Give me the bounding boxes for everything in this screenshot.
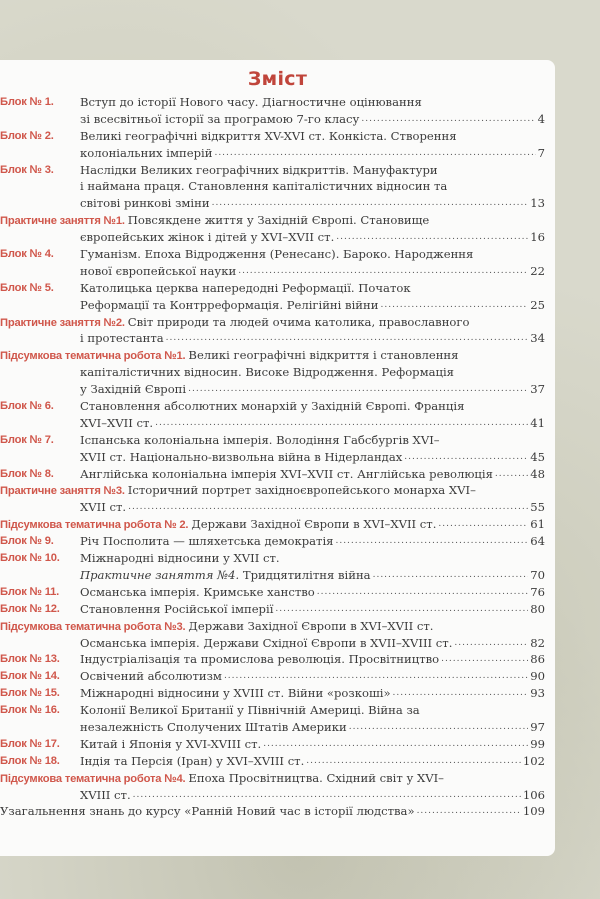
entry-label: Блок № 18. (0, 754, 60, 767)
page-number: 97 (530, 719, 545, 734)
page-number: 4 (537, 111, 545, 126)
entry-first-line (0, 212, 429, 230)
toc-summary-line[interactable] (0, 803, 545, 820)
entry-text: і протестанта (80, 331, 164, 346)
page-number: 102 (522, 753, 545, 768)
page-title: Зміст (247, 68, 308, 90)
entry-text: Міжнародні відносини у XVIII ст. Війни «розкоші» (80, 686, 391, 701)
entry-text: Католицька церква напередодні Реформації. Початок (80, 280, 411, 295)
entry-text: Міжнародні відносини у XVII ст. (80, 551, 280, 566)
entry-text: Держави Західної Європи в XVI–XVII ст. (191, 517, 437, 532)
sub-italic-label: Практичне заняття №4. (80, 567, 240, 582)
entry-label: Блок № 15. (0, 687, 60, 700)
entry-text: і наймана праця. Становлення капіталістичних відносин та (80, 179, 448, 194)
entry-row (80, 263, 545, 280)
entry-label: Блок № 13. (0, 653, 60, 666)
leader-dots (188, 381, 528, 398)
entry-text: Гуманізм. Епоха Відродження (Ренесанс). Бароко. Народження (80, 247, 474, 262)
toc-entry-line[interactable] (0, 178, 545, 195)
page-number: 76 (530, 584, 545, 599)
entry-text: капіталістичних відносин. Високе Відродження. Реформація (80, 365, 455, 380)
entry-sub-text (80, 567, 371, 584)
entry-text: Османська імперія. Держави Східної Європи в XVII–XVIII ст. (80, 635, 453, 650)
toc-entry-line[interactable] (0, 162, 545, 179)
entry-row (80, 787, 545, 804)
page-number: 13 (530, 196, 545, 211)
toc-entry-line[interactable] (0, 533, 545, 550)
toc-entry-line[interactable] (0, 364, 545, 381)
entry-row (80, 719, 545, 736)
table-of-contents (0, 94, 545, 820)
entry-text: XVIII ст. (80, 787, 131, 802)
page-number: 45 (530, 449, 545, 464)
entry-text: Річ Посполита — шляхетська демократія (80, 534, 334, 549)
leader-dots (417, 803, 521, 820)
entry-text: нової європейської науки (80, 263, 237, 278)
leader-dots (454, 635, 528, 652)
entry-text: Світ природи та людей очима католика, православного (127, 314, 470, 329)
entry-label: Блок № 16. (0, 704, 60, 717)
entry-text: XVII ст. Національно-визвольна війна в Нідерландах (80, 449, 403, 464)
entry-label: Блок № 12. (0, 602, 60, 615)
leader-dots (133, 787, 521, 804)
entry-row (80, 584, 545, 601)
entry-label: Блок № 6. (0, 400, 54, 413)
page-number: 86 (530, 652, 545, 667)
entry-text: Іспанська колоніальна імперія. Володіння Габсбургів XVI– (80, 432, 440, 447)
toc-entry-line[interactable] (0, 651, 545, 668)
leader-dots (317, 584, 528, 601)
page-number: 99 (530, 736, 545, 751)
leader-dots (335, 533, 528, 550)
page-number: 106 (522, 787, 545, 802)
toc-entry-line[interactable] (0, 212, 545, 229)
entry-text: XVI–XVII ст. (80, 415, 154, 430)
entry-label: Блок № 11. (0, 585, 60, 598)
entry-label: Блок № 1. (0, 96, 54, 108)
toc-entry-line[interactable] (0, 128, 545, 145)
toc-entry-line[interactable] (0, 601, 545, 618)
toc-entry-line[interactable] (0, 229, 545, 246)
summary-text: Узагальнення знань до курсу «Ранній Новий час в історії людства» (0, 804, 415, 819)
entry-row (80, 635, 545, 652)
entry-row (80, 668, 545, 685)
toc-entry-line[interactable] (0, 685, 545, 702)
leader-dots (238, 263, 528, 280)
toc-entry-line[interactable] (0, 415, 545, 432)
toc-entry-line[interactable] (0, 770, 545, 787)
toc-entry-line[interactable] (0, 499, 545, 516)
entry-first-line (0, 618, 434, 636)
entry-text: Індія та Персія (Іран) у XVI–XVIII ст. (80, 753, 305, 768)
entry-row (80, 145, 545, 162)
leader-dots (495, 466, 528, 483)
entry-label: Підсумкова тематична робота №4. (0, 772, 186, 785)
leader-dots (306, 753, 521, 770)
leader-dots (336, 229, 528, 246)
page-number: 64 (530, 534, 545, 549)
page-number: 41 (530, 415, 545, 430)
leader-dots (441, 651, 528, 668)
entry-label: Блок № 8. (0, 467, 54, 480)
entry-row (80, 736, 545, 753)
entry-row (80, 111, 545, 128)
leader-dots (393, 685, 529, 702)
leader-dots (361, 111, 535, 128)
toc-entry-line[interactable] (0, 432, 545, 449)
entry-text: Колонії Великої Британії у Північній Америці. Війна за (80, 703, 420, 718)
leader-dots (212, 195, 529, 212)
toc-entry-line[interactable] (0, 753, 545, 770)
page-number: 93 (530, 686, 545, 701)
toc-entry-line[interactable] (0, 195, 545, 212)
entry-label: Блок № 3. (0, 163, 54, 176)
entry-row (0, 803, 545, 820)
toc-entry-line[interactable] (0, 787, 545, 804)
toc-entry-line[interactable] (0, 347, 545, 364)
entry-first-line (0, 482, 476, 500)
entry-label: Практичне заняття №3. (0, 485, 125, 498)
toc-entry-line[interactable] (0, 736, 545, 753)
toc-entry-line[interactable] (0, 466, 545, 483)
page-number: 55 (530, 500, 545, 515)
entry-text: Великі географічні відкриття і становлення (188, 348, 459, 363)
entry-row (80, 499, 545, 516)
entry-text: у Західній Європі (80, 382, 187, 397)
leader-dots (380, 297, 528, 314)
entry-text: Становлення Російської імперії (80, 601, 274, 616)
toc-entry-line[interactable] (0, 618, 545, 635)
leader-dots (275, 601, 528, 618)
entry-text: Становлення абсолютних монархій у Західній Європі. Франція (80, 399, 465, 414)
toc-entry-line[interactable] (0, 635, 545, 652)
entry-text: Китай і Японія у XVI-XVIII ст. (80, 736, 262, 751)
toc-entry-line[interactable] (0, 719, 545, 736)
toc-entry-line[interactable] (0, 297, 545, 314)
page-number: 22 (530, 263, 545, 278)
entry-text: Освічений абсолютизм (80, 669, 222, 684)
entry-first-line (0, 314, 469, 332)
entry-row (80, 195, 545, 212)
entry-row (80, 753, 545, 770)
entry-label: Підсумкова тематична робота № 2. (0, 519, 189, 532)
entry-row (80, 297, 545, 314)
entry-text: Індустріалізація та промислова революція. Просвітництво (80, 652, 440, 667)
toc-entry-line[interactable] (0, 314, 545, 331)
page-number: 34 (530, 331, 545, 346)
page-number: 48 (530, 466, 545, 481)
entry-label: Блок № 14. (0, 670, 60, 683)
toc-entry-line[interactable] (0, 516, 545, 533)
toc-entry-line[interactable] (0, 263, 545, 280)
entry-label: Блок № 2. (0, 129, 54, 142)
entry-label: Практичне заняття №2. (0, 316, 125, 329)
sub-text: Тридцятилітня війна (242, 567, 371, 582)
entry-text: Вступ до історії Нового часу. Діагностичне оцінювання (80, 95, 422, 109)
entry-row (80, 651, 545, 668)
entry-row (80, 415, 545, 432)
leader-dots (128, 499, 528, 516)
entry-text: Держави Західної Європи в XVI–XVII ст. (188, 618, 434, 633)
entry-text: світові ринкові зміни (80, 196, 210, 211)
toc-entry-line[interactable] (0, 398, 545, 415)
toc-entry-line[interactable] (0, 330, 545, 347)
page-number: 61 (530, 517, 545, 532)
entry-text: XVII ст. (80, 500, 127, 515)
page-number: 16 (530, 230, 545, 245)
page-number: 82 (530, 635, 545, 650)
leader-dots (214, 145, 535, 162)
toc-entry-line[interactable] (0, 449, 545, 466)
entry-first-line (0, 770, 444, 788)
page-number: 37 (530, 382, 545, 397)
entry-row (80, 567, 545, 584)
toc-entry-line[interactable] (0, 280, 545, 297)
entry-label: Блок № 9. (0, 535, 54, 548)
entry-first-line (0, 347, 458, 365)
leader-dots (438, 516, 528, 534)
leader-dots (224, 668, 528, 685)
toc-entry-line[interactable] (0, 550, 545, 567)
entry-label: Блок № 4. (0, 248, 54, 261)
page-number: 7 (537, 145, 545, 160)
page-number: 25 (530, 297, 545, 312)
toc-entry-line[interactable] (0, 94, 545, 111)
entry-first-line (0, 516, 436, 534)
entry-text: Епоха Просвітництва. Східний світ у XVI– (188, 770, 444, 785)
entry-row (80, 449, 545, 466)
toc-entry-line[interactable] (0, 482, 545, 499)
entry-text: Англійська колоніальна імперія XVI–XVII ст. Англійська революція (80, 466, 493, 481)
toc-entry-line[interactable] (0, 145, 545, 162)
toc-entry-line[interactable] (0, 111, 545, 128)
toc-entry-line[interactable] (0, 246, 545, 263)
entry-row (80, 466, 545, 483)
entry-label: Блок № 5. (0, 281, 54, 294)
entry-row (80, 330, 545, 347)
entry-label: Підсумкова тематична робота №3. (0, 620, 186, 633)
entry-row (80, 381, 545, 398)
leader-dots (373, 567, 529, 584)
entry-label: Блок № 7. (0, 433, 54, 446)
entry-label: Блок № 17. (0, 737, 60, 750)
entry-row (0, 516, 545, 534)
entry-text: Великі географічні відкриття XV-XVI ст. Конкіста. Створення (80, 128, 457, 143)
entry-text: Османська імперія. Кримське ханство (80, 584, 315, 599)
entry-row (80, 685, 545, 702)
entry-label: Підсумкова тематична робота №1. (0, 350, 186, 363)
entry-label: Блок № 10. (0, 552, 60, 565)
page-number: 80 (530, 601, 545, 616)
entry-row (80, 533, 545, 550)
entry-text: колоніальних імперій (80, 145, 213, 160)
toc-entry-line[interactable] (0, 702, 545, 719)
page-number: 90 (530, 669, 545, 684)
toc-entry-line[interactable] (0, 381, 545, 398)
toc-entry-line[interactable] (0, 567, 545, 584)
page-number: 109 (522, 804, 545, 819)
leader-dots (155, 415, 528, 432)
entry-text: Наслідки Великих географічних відкриттів. Мануфактури (80, 162, 438, 177)
entry-label: Практичне заняття №1. (0, 215, 125, 228)
toc-entry-line[interactable] (0, 668, 545, 685)
toc-entry-line[interactable] (0, 584, 545, 601)
entry-row (80, 601, 545, 618)
entry-text: Реформації та Контрреформація. Релігійні війни (80, 297, 379, 312)
leader-dots (404, 449, 528, 466)
leader-dots (349, 719, 529, 736)
leader-dots (263, 736, 528, 753)
entry-text: зі всесвітньої історії за програмою 7-го класу (80, 111, 360, 126)
entry-text: Повсякдене життя у Західній Європі. Становище (127, 213, 430, 228)
entry-text: Історичний портрет західноєвропейського монарха XVI– (127, 483, 476, 498)
leader-dots (166, 330, 529, 347)
entry-text: незалежність Сполучених Штатів Америки (80, 719, 347, 734)
entry-row (80, 229, 545, 246)
entry-text: європейських жінок і дітей у XVI–XVII ст. (80, 230, 335, 245)
page-number: 70 (530, 567, 545, 582)
